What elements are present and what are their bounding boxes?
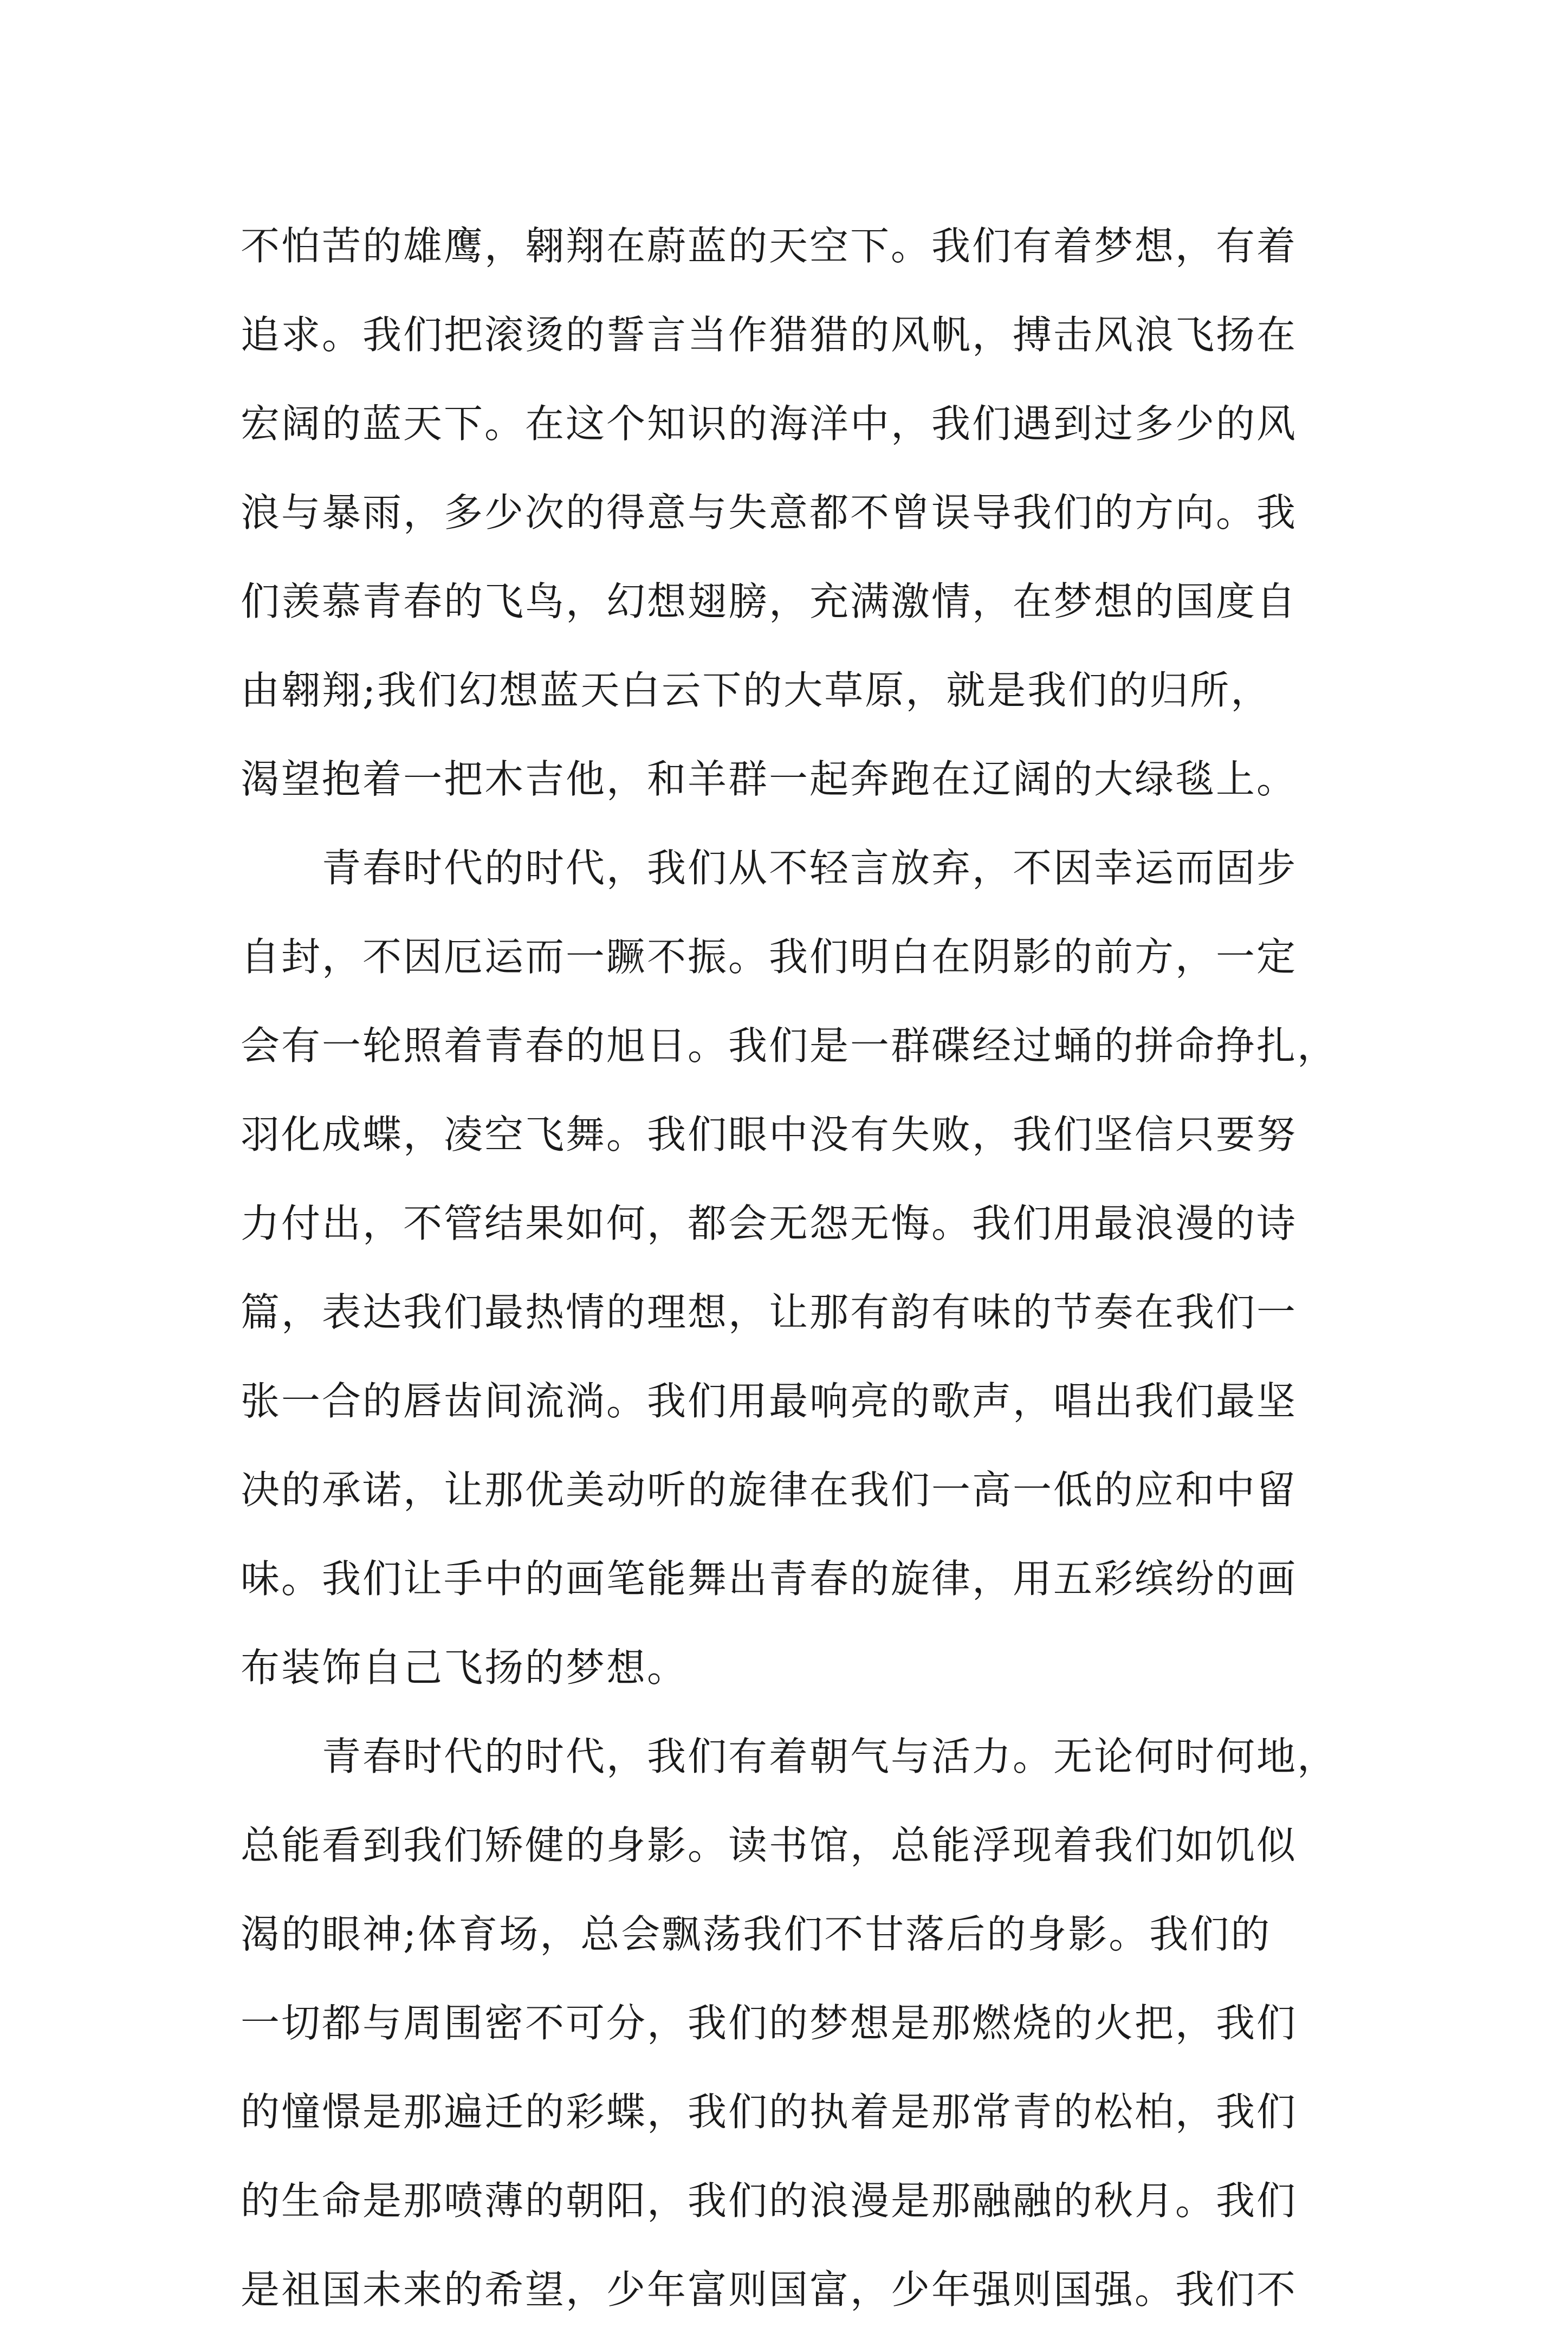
- text-line: 们羡慕青春的飞鸟，幻想翅膀，充满激情，在梦想的国度自: [241, 579, 1298, 624]
- paragraph-start-line: 青春时代的时代，我们从不轻言放弃，不因幸运而固步: [241, 845, 1298, 891]
- text-line: 的憧憬是那遍迁的彩蝶，我们的执着是那常青的松柏，我们: [241, 2089, 1298, 2135]
- text-line: 一切都与周围密不可分，我们的梦想是那燃烧的火把，我们: [241, 2000, 1298, 2046]
- text-line: 味。我们让手中的画笔能舞出青春的旋律，用五彩缤纷的画: [241, 1556, 1298, 1602]
- text-line: 追求。我们把滚烫的誓言当作猎猎的风帆，搏击风浪飞扬在: [241, 312, 1298, 358]
- text-line: 布装饰自己飞扬的梦想。: [241, 1645, 688, 1690]
- text-line: 总能看到我们矫健的身影。读书馆，总能浮现着我们如饥似: [241, 1823, 1298, 1868]
- text-line: 的生命是那喷薄的朝阳，我们的浪漫是那融融的秋月。我们: [241, 2178, 1298, 2223]
- text-line: 自封，不因厄运而一蹶不振。我们明白在阴影的前方，一定: [241, 934, 1298, 980]
- body-text: [241, 202, 1357, 2334]
- text-line: 是祖国未来的希望，少年富则国富，少年强则国强。我们不: [241, 2267, 1298, 2312]
- text-line: 由翱翔;我们幻想蓝天白云下的大草原，就是我们的归所，: [241, 667, 1272, 713]
- text-line: 不怕苦的雄鹰，翱翔在蔚蓝的天空下。我们有着梦想，有着: [241, 223, 1298, 269]
- text-line: 会有一轮照着青春的旭日。我们是一群碟经过蛹的拼命挣扎，: [241, 1023, 1338, 1068]
- text-line: 篇，表达我们最热情的理想，让那有韵有味的节奏在我们一: [241, 1289, 1298, 1335]
- text-line: 力付出，不管结果如何，都会无怨无悔。我们用最浪漫的诗: [241, 1201, 1298, 1246]
- text-line: 宏阔的蓝天下。在这个知识的海洋中，我们遇到过多少的风: [241, 401, 1298, 446]
- text-line: 决的承诺，让那优美动听的旋律在我们一高一低的应和中留: [241, 1467, 1298, 1513]
- text-line: 张一合的唇齿间流淌。我们用最响亮的歌声，唱出我们最坚: [241, 1378, 1298, 1424]
- text-line: 渴望抱着一把木吉他，和羊群一起奔跑在辽阔的大绿毯上。: [241, 756, 1298, 802]
- text-line: 渴的眼神;体育场，总会飘荡我们不甘落后的身影。我们的: [241, 1911, 1272, 1957]
- text-line: 浪与暴雨，多少次的得意与失意都不曾误导我们的方向。我: [241, 490, 1298, 535]
- paragraph-start-line: 青春时代的时代，我们有着朝气与活力。无论何时何地，: [241, 1734, 1338, 1779]
- text-line: 羽化成蝶，凌空飞舞。我们眼中没有失败，我们坚信只要努: [241, 1112, 1298, 1157]
